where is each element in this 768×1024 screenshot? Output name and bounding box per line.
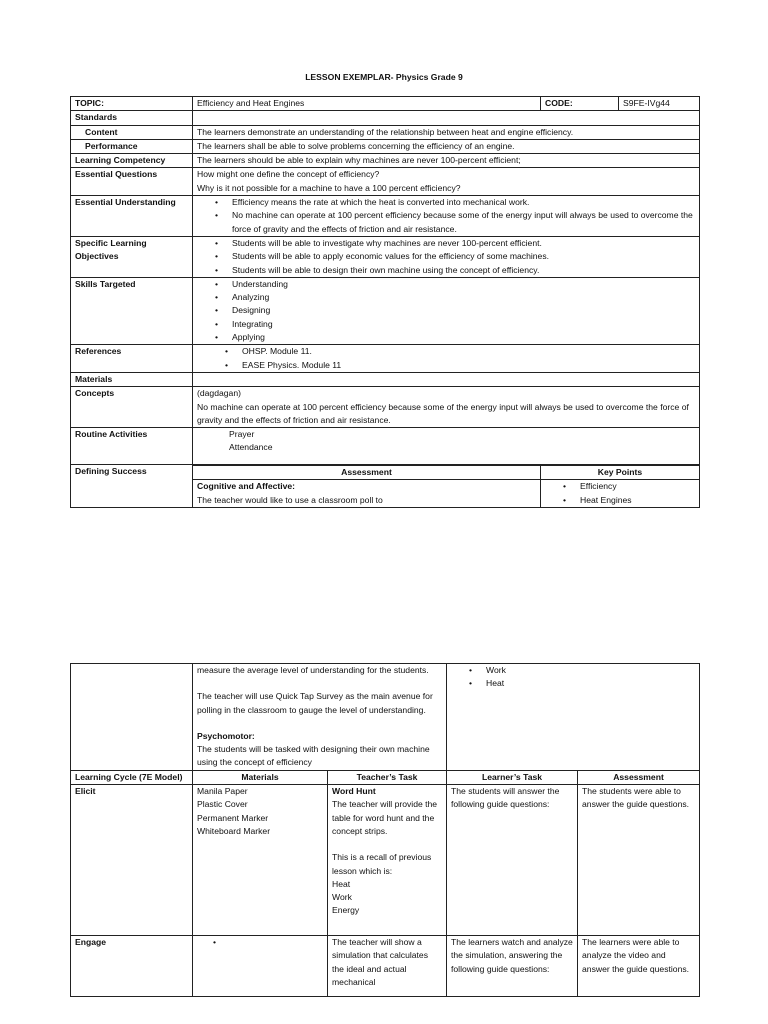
material-item: Permanent Marker (197, 812, 269, 823)
competency-value: The learners should be able to explain why machines are never 100-percent efficient; (193, 154, 700, 168)
elicit-teacher-task (328, 785, 447, 936)
routine-value (193, 428, 700, 465)
cognitive-label: Cognitive and Affective: (197, 481, 296, 492)
quicktap-text: The teacher will use Quick Tap Survey as the main avenue for polling in the classroom to gauge the level of understanding. (197, 691, 433, 715)
list-item: • Applying (215, 331, 695, 344)
list-item: • Heat Engines (563, 494, 695, 507)
engage-assessment: The learners were able to analyze the video and answer the guide questions. (578, 936, 700, 997)
assessment-cell-continued (193, 664, 447, 771)
recall-item: Energy (332, 905, 360, 916)
list-item: • Students will be able to investigate why machines are never 100-percent efficient. (215, 237, 695, 250)
cognitive-text: The teacher would like to use a classroom poll to (197, 494, 383, 505)
materials-header: Materials (193, 770, 328, 784)
routine-item: Prayer (229, 429, 255, 440)
recall-item: Heat (332, 878, 351, 889)
list-item: • Analyzing (215, 291, 695, 304)
competency-label: Learning Competency (71, 154, 193, 168)
elicit-assessment: The students were able to answer the guide questions. (578, 785, 700, 936)
essential-question: How might one define the concept of efficiency? (197, 169, 380, 180)
engage-materials (193, 936, 328, 997)
code-label: CODE: (541, 97, 619, 111)
performance-label: Performance (71, 139, 193, 153)
assessment-header: Assessment (193, 466, 541, 480)
elicit-learner-task: The students will answer the following guide questions: (447, 785, 578, 936)
psychomotor-text: The students will be tasked with designing their own machine using the concept of efficiency (197, 744, 430, 768)
lesson-table-page-1 (70, 96, 700, 508)
topic-value: Efficiency and Heat Engines (193, 97, 541, 111)
list-item: • Students will be able to apply economic values for the efficiency of some machines. (215, 250, 695, 263)
essential-question: Why is it not possible for a machine to have a 100 percent efficiency? (197, 182, 461, 193)
content-label: Content (71, 125, 193, 139)
list-item: • Understanding (215, 278, 695, 291)
standards-value (193, 111, 700, 125)
references-value (193, 345, 700, 373)
list-item: • OHSP. Module 11. (225, 345, 695, 358)
continued-label-cell (71, 664, 193, 771)
word-hunt-title: Word Hunt (332, 786, 376, 797)
teacher-task-header: Teacher’s Task (328, 770, 447, 784)
materials-label: Materials (71, 372, 193, 386)
keypoints-cell-continued (447, 664, 700, 771)
routine-item: Attendance (229, 442, 273, 453)
essential-questions-label: Essential Questions (71, 168, 193, 196)
engage-teacher-task: The teacher will show a simulation that calculates the ideal and actual mechanical (328, 936, 447, 997)
concepts-line: No machine can operate at 100 percent efficiency because some of the energy input will always be used to overcome the force of gravity and the effects of friction and air resistance. (197, 401, 689, 425)
topic-label: TOPIC: (71, 97, 193, 111)
assessment-col-header: Assessment (578, 770, 700, 784)
lesson-table-page-2 (70, 663, 700, 997)
teacher-text: The teacher will provide the table for word hunt and the concept strips. (332, 799, 438, 836)
list-item: • Designing (215, 304, 695, 317)
material-item: Whiteboard Marker (197, 825, 271, 836)
keypoints-cell (541, 480, 700, 508)
teacher-recall: This is a recall of previous lesson which is: (332, 852, 432, 876)
list-item: • No machine can operate at 100 percent efficiency because some of the energy input will always be used to overcome the force of gravity and the effects of friction and air resistance. (215, 209, 695, 236)
material-item: Manila Paper (197, 786, 248, 797)
list-item: • Efficiency (563, 480, 695, 493)
learner-task-header: Learner’s Task (447, 770, 578, 784)
keypoints-header: Key Points (541, 466, 700, 480)
learning-cycle-label: Learning Cycle (7E Model) (71, 770, 193, 784)
list-item: • Work (469, 664, 695, 677)
standards-label: Standards (71, 111, 193, 125)
psychomotor-label: Psychomotor: (197, 730, 255, 741)
skills-label: Skills Targeted (71, 277, 193, 344)
concepts-label: Concepts (71, 387, 193, 428)
assessment-cell (193, 480, 541, 508)
engage-learner-task: The learners watch and analyze the simulation, answering the following guide questions: (447, 936, 578, 997)
materials-value (193, 372, 700, 386)
list-item: • Heat (469, 677, 695, 690)
list-item: • Efficiency means the rate at which the heat is converted into mechanical work. (215, 196, 695, 209)
essential-questions-value (193, 168, 700, 196)
defining-success-label: Defining Success (71, 465, 193, 508)
objectives-value (193, 236, 700, 277)
material-item: Plastic Cover (197, 799, 248, 810)
skills-value (193, 277, 700, 344)
engage-label: Engage (71, 936, 193, 997)
content-value: The learners demonstrate an understanding of the relationship between heat and engine efficiency. (193, 125, 700, 139)
list-item: • Integrating (215, 318, 695, 331)
essential-understanding-label: Essential Understanding (71, 196, 193, 237)
references-label: References (71, 345, 193, 373)
essential-understanding-value (193, 196, 700, 237)
concepts-line: (dagdagan) (197, 388, 241, 399)
concepts-value (193, 387, 700, 428)
performance-value: The learners shall be able to solve problems concerning the efficiency of an engine. (193, 139, 700, 153)
recall-item: Work (332, 892, 352, 903)
cognitive-text-continued: measure the average level of understanding for the students. (197, 665, 429, 675)
elicit-label: Elicit (71, 785, 193, 936)
routine-label: Routine Activities (71, 428, 193, 465)
list-item: • EASE Physics. Module 11 (225, 359, 695, 372)
list-item: • Students will be able to design their own machine using the concept of efficiency. (215, 264, 695, 277)
elicit-materials (193, 785, 328, 936)
page-title: LESSON EXEMPLAR- Physics Grade 9 (305, 72, 463, 82)
code-value: S9FE-IVg44 (619, 97, 700, 111)
objectives-label: Specific Learning Objectives (71, 236, 193, 277)
